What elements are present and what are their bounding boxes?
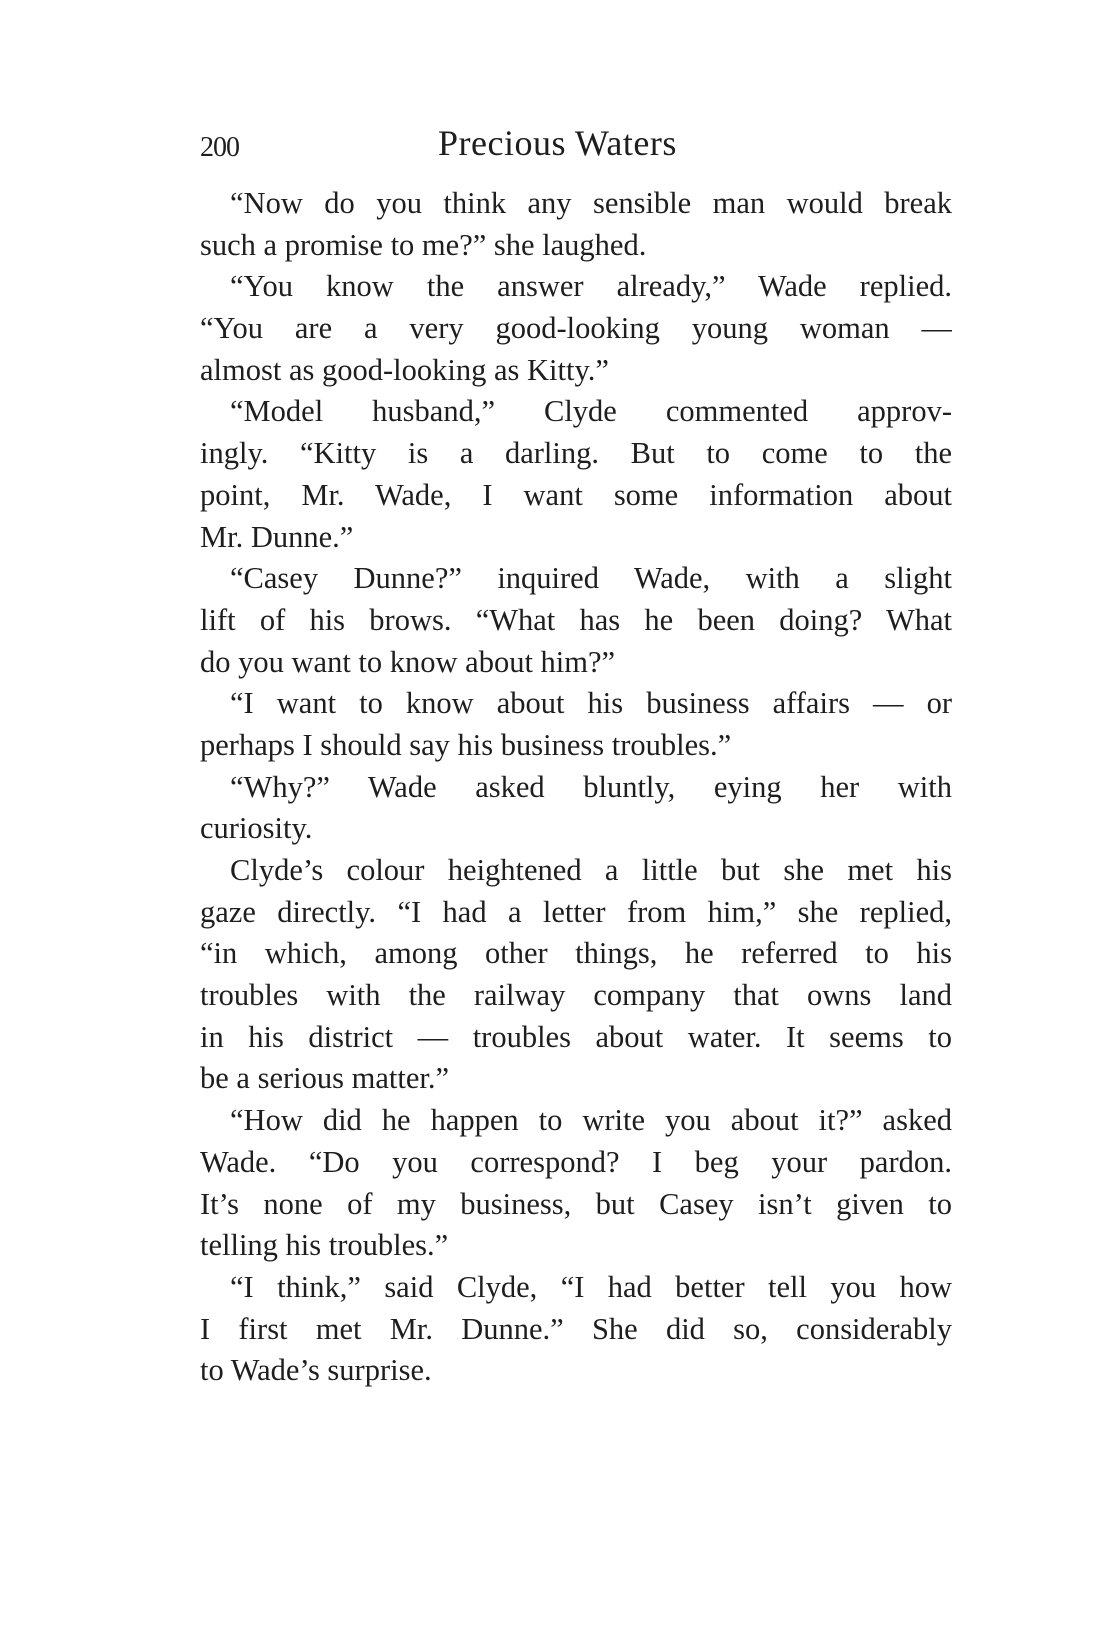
text-line: “How did he happen to write you about it?” asked: [230, 1103, 952, 1138]
page-number: 200: [200, 132, 239, 163]
text-line: be a serious matter.”: [200, 1061, 449, 1096]
text-line: “Casey Dunne?” inquired Wade, with a slight: [230, 561, 952, 596]
text-line: “I want to know about his business affairs — or: [230, 686, 952, 721]
text-line: “Now do you think any sensible man would break: [230, 186, 952, 220]
text-line: almost as good-looking as Kitty.”: [200, 352, 609, 387]
text-line: I first met Mr. Dunne.” She did so, considerably: [200, 1311, 952, 1346]
text-line: troubles with the railway company that owns land: [200, 978, 952, 1013]
text-line: “Model husband,” Clyde commented approv-: [230, 394, 952, 429]
text-line: such a promise to me?” she laughed.: [200, 227, 647, 262]
running-title: Precious Waters: [438, 123, 677, 163]
text-line: curiosity.: [200, 811, 313, 846]
body-text: [200, 183, 952, 1392]
text-line: “in which, among other things, he referred to his: [200, 936, 952, 971]
text-line: telling his troubles.”: [200, 1228, 449, 1263]
text-line: ingly. “Kitty is a darling. But to come to the: [200, 436, 952, 471]
text-line: “Why?” Wade asked bluntly, eying her with: [230, 769, 952, 804]
text-line: point, Mr. Wade, I want some information about: [200, 477, 952, 512]
text-line: perhaps I should say his business troubles.”: [200, 727, 732, 762]
page-header: [200, 118, 960, 168]
text-line: Mr. Dunne.”: [200, 519, 354, 554]
text-line: “You are a very good-looking young woman —: [200, 311, 952, 346]
text-line: Wade. “Do you correspond? I beg your pardon.: [200, 1144, 952, 1179]
text-line: It’s none of my business, but Casey isn’t given to: [200, 1186, 952, 1221]
text-line: in his district — troubles about water. It seems to: [200, 1019, 952, 1054]
text-line: to Wade’s surprise.: [200, 1353, 432, 1388]
text-line: Clyde’s colour heightened a little but she met his: [230, 853, 952, 887]
text-line: gaze directly. “I had a letter from him,” she replied,: [200, 894, 952, 929]
text-line: do you want to know about him?”: [200, 644, 616, 679]
text-line: “I think,” said Clyde, “I had better tell you how: [230, 1269, 952, 1304]
text-line: lift of his brows. “What has he been doing? What: [200, 602, 952, 637]
text-line: “You know the answer already,” Wade replied.: [230, 269, 952, 304]
